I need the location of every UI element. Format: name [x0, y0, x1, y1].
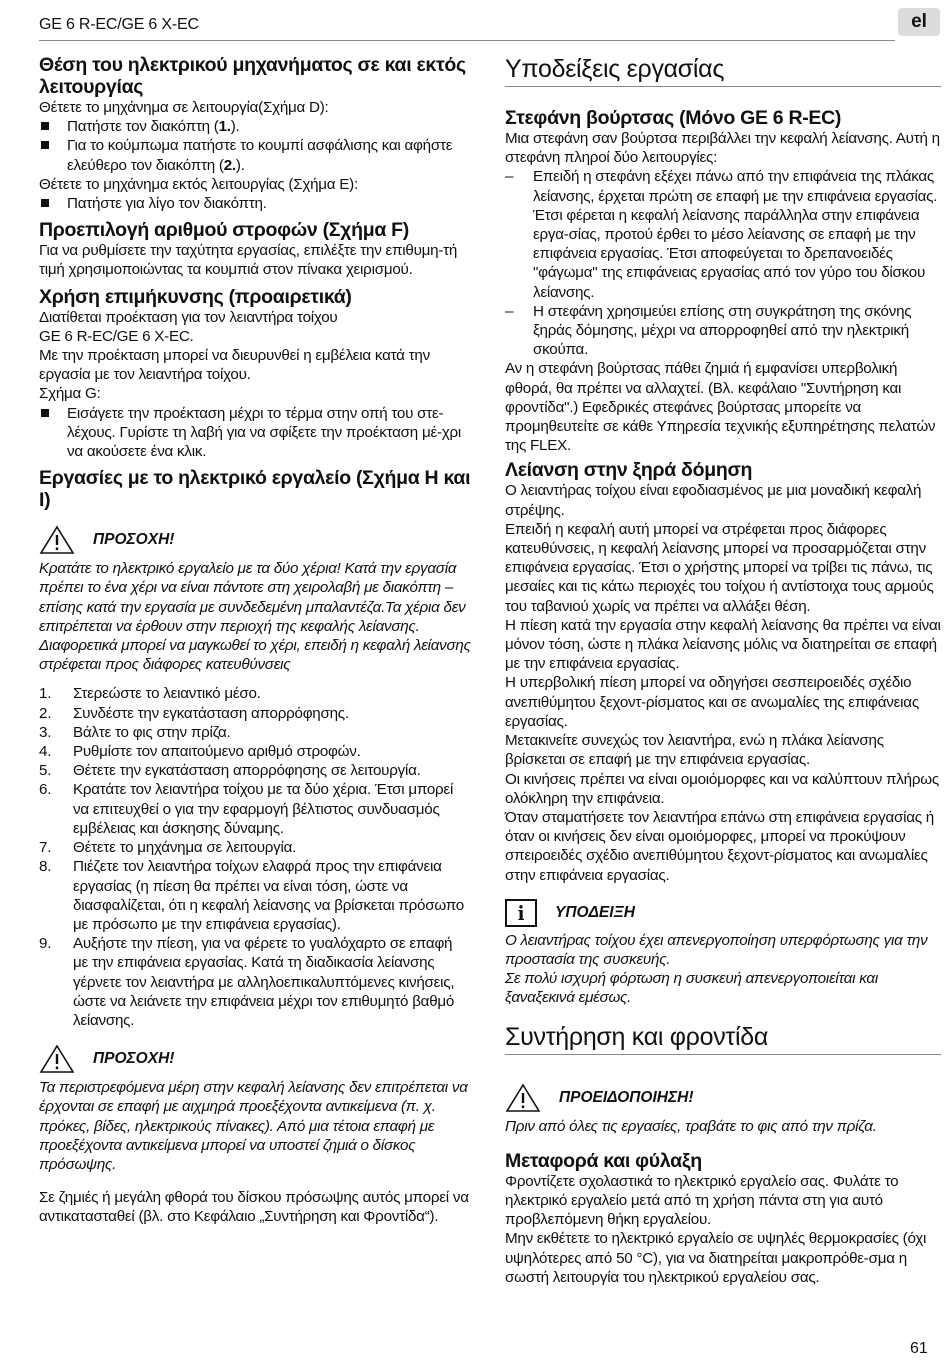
step-number: 3.: [39, 723, 52, 741]
step-number: 6.: [39, 781, 52, 799]
numbered-step: [39, 934, 471, 1030]
note-label: ΥΠΟΔΕΙΞΗ: [555, 903, 635, 921]
section-title-transport-storage: Μεταφορά και φύλαξη: [505, 1149, 702, 1172]
warning-notice: [505, 1083, 941, 1113]
caution-text: Κρατάτε το ηλεκτρικό εργαλείο με τα δύο χέρια! Κατά την εργασία πρέπει το ένα χέρι να είναι πάντοτε στη χειρολαβή με διακόπτη – επίσης κατά την εργασία με συνδεδεμένη μπαλαντέζα.Τα χέρια δεν επιτρέπεται να έρθουν στην περιοχή της κεφαλής λείανσης. Διαφορετικά μπορεί να μαγκωθεί το χέρι, επειδή η κεφαλή λείανσης στρέφεται προς διάφορες κατευθύνσεις: [39, 560, 471, 674]
paragraph: Φροντίζετε σχολαστικά το ηλεκτρικό εργαλείο σας. Φυλάτε το ηλεκτρικό εργαλείο μετά από τη χρήση πάντα στη για αυτό προβλεπόμενη θήκη εργαλείου.: [505, 1172, 899, 1229]
step-number: 4.: [39, 743, 52, 761]
step-number: 1.: [39, 685, 52, 703]
document-header-title: GE 6 R-EC/GE 6 X-EC: [39, 16, 199, 33]
section-title-working: Εργασίες με το ηλεκτρικό εργαλείο (Σχήμα H και I): [39, 467, 471, 512]
step-text: Κρατάτε τον λειαντήρα τοίχου με τα δύο χέρια. Έτσι μπορεί να επιτευχθεί ο για την εφαρμογή βέλτιστος συνδυασμός εμβέλειας και άσκησης δύναμης.: [73, 781, 454, 837]
warning-triangle-icon: [505, 1083, 541, 1113]
section-title-speed-preselection: Προεπιλογή αριθμού στροφών (Σχήμα F): [39, 219, 409, 242]
paragraph: Όταν σταματήσετε τον λειαντήρα επάνω στη επιφάνεια εργασίας ή όταν οι κινήσεις δεν είναι ομοιόμορφες, μπορεί να προκύψουν σπειροειδές σχέδιο ανεπιθύμητου ξεχοντ-ρίσματος και ανωμαλίες στην επιφάνεια εργασίας.: [505, 808, 934, 884]
paragraph: Με την προέκταση μπορεί να διευρυνθεί η εμβέλεια κατά την εργασία με τον λειαντήρα τοίχου.: [39, 347, 430, 384]
steps-list: [39, 684, 471, 1030]
paragraph: Οι κινήσεις πρέπει να είναι ομοιόμορφες και να καλύπτουν πλήρως ολόκληρη την επιφάνεια.: [505, 770, 939, 807]
paragraph: Θέτετε το μηχάνημα εκτός λειτουργίας (Σχήμα E):: [39, 175, 358, 193]
paragraph: Μια στεφάνη σαν βούρτσα περιβάλλει την κεφαλή λείανσης. Αυτή η στεφάνη πληροί δύο λειτουργίες:: [505, 130, 940, 167]
step-text: Συνδέστε την εγκατάσταση απορρόφησης.: [73, 704, 349, 722]
section-title-extension: Χρήση επιμήκυνσης (προαιρετικά): [39, 285, 352, 308]
step-text: Στερεώστε το λειαντικό μέσο.: [73, 685, 261, 703]
paragraph: Η πίεση κατά την εργασία στην κεφαλή λείανσης θα πρέπει να είναι μόνον τόση, ώστε η πλάκα λείανσης μόλις να διατηρείται σε επαφή με την επιφάνεια εργασίας.: [505, 616, 941, 673]
chapter-title-maintenance: Συντήρηση και φροντίδα: [505, 1022, 941, 1055]
numbered-step: [39, 838, 471, 857]
language-tab: el: [898, 8, 940, 36]
paragraph: Σχήμα G:: [39, 385, 101, 403]
step-number: 7.: [39, 839, 52, 857]
step-text: Ρυθμίστε τον απαιτούμενο αριθμό στροφών.: [73, 743, 361, 761]
chapter-title-work-tips: Υποδείξεις εργασίας: [505, 54, 941, 87]
paragraph: Σε ζημιές ή μεγάλη φθορά του δίσκου πρόσωψης αυτός μπορεί να αντικατασταθεί (βλ. στο Κεφάλαιο „Συντήρηση και Φροντίδα“).: [39, 1189, 469, 1226]
info-icon: i: [505, 899, 537, 927]
paragraph: Η υπερβολική πίεση μπορεί να οδηγήσει σεσπειροειδές σχέδιο ανεπιθύμητου ξεχοντ-ρίσματος και σε ανωμαλίες της επιφάνειας εργασίας.: [505, 674, 919, 730]
step-text: Βάλτε το φις στην πρίζα.: [73, 723, 231, 741]
warning-text: Πριν από όλες τις εργασίες, τραβάτε το φις από την πρίζα.: [505, 1117, 877, 1135]
paragraph: Για να ρυθμίσετε την ταχύτητα εργασίας, επιλέξτε την επιθυμη-τή τιμή χρησιμοποιώντας τα κουμπιά στον πίνακα χειρισμού.: [39, 242, 458, 279]
numbered-step: [39, 723, 471, 742]
paragraph: Αν η στεφάνη βούρτσας πάθει ζημιά ή εμφανίσει υπερβολική φθορά, θα πρέπει να αλλαχτεί. (Βλ. κεφάλαιο "Συντήρηση και φροντίδα".) Εφεδρικές στεφάνες βούρτσας μπορείτε να προμηθευτείτε σε κάθε Υπηρεσία τεχνικής εξυπηρέτησης πελατών της FLEX.: [505, 360, 936, 455]
step-number: 5.: [39, 762, 52, 780]
step-number: 8.: [39, 858, 52, 876]
left-column: [39, 54, 471, 1227]
numbered-step: [39, 704, 471, 723]
note-notice: [505, 899, 941, 927]
section-title-switch-on-off: Θέση του ηλεκτρικού μηχανήματος σε και εκτός λειτουργίας: [39, 54, 466, 98]
step-number: 2.: [39, 704, 52, 722]
note-text: Σε πολύ ισχυρή φόρτωση η συσκευή απενεργοποιείται και ξαναξεκινά εμέσως.: [505, 970, 878, 1007]
bullet-item: Για το κούμπωμα πατήστε το κουμπί ασφάλισης και αφήστε ελεύθερο τον διακόπτη (2.).: [39, 136, 471, 174]
bullet-item: Πατήστε για λίγο τον διακόπτη.: [39, 194, 471, 213]
paragraph: Θέτετε το μηχάνημα σε λειτουργία(Σχήμα D):: [39, 99, 329, 116]
step-text: Πιέζετε τον λειαντήρα τοίχων ελαφρά προς την επιφάνεια εργασίας (η πίεση θα πρέπει να είναι τόση, ώστε να διασφαλίζεται, ότι η κεφαλή λείανσης να βρίσκεται πρόσωπο με πρόσωπο με την επιφάνεια εργασίας).: [73, 858, 464, 933]
numbered-step: [39, 780, 471, 838]
section-title-brush-ring: Στεφάνη βούρτσας (Μόνο GE 6 R-EC): [505, 107, 842, 129]
bullet-item: Εισάγετε την προέκταση μέχρι το τέρμα στην οπή του στε-λέχους. Γυρίστε τη λαβή για να σφίξετε την προέκταση μέ-χρι να ακούσετε ένα κλικ.: [39, 404, 471, 462]
note-text: Ο λειαντήρας τοίχου έχει απενεργοποίηση υπερφόρτωσης για την προστασία της συσκευής.: [505, 931, 928, 968]
paragraph: GE 6 R-EC/GE 6 X-EC.: [39, 327, 194, 345]
paragraph: Επειδή η κεφαλή αυτή μπορεί να στρέφεται προς διάφορες κατευθύνσεις, η κεφαλή λείανσης μπορεί να προσαρμόζεται στην επιφάνεια εργασίας. Έτσι ο χρήστης μπορεί να τρίβει τις πάνω, τις μεσαίες και τις κάτω περιοχές του τοίχου ή αντίστοιχα τους αρμούς του ταβανιού χωρίς να πρέπει να αλλάξει θέση.: [505, 520, 934, 615]
bullet-item: Πατήστε τον διακόπτη (1.).: [39, 117, 471, 136]
paragraph: Διατίθεται προέκταση για τον λειαντήρα τοίχου: [39, 308, 338, 326]
dash-item: – Επειδή η στεφάνη εξέχει πάνω από την επιφάνεια της πλάκας λείανσης, έρχεται πρώτη σε επαφή με την επιφάνεια εργασίας. Έτσι φέρεται η κεφαλή λείανσης παράλληλα στην επιφάνεια εργα-σίας, προτού έρθει το μέσο λείανσης σε επαφή με την επιφάνεια εργασίας. Έτσι αποφεύγεται το δρεπανοειδές "φάγωμα" της επιφάνειας εργασίας από τον γύρο του δίσκου λείανσης.: [505, 167, 941, 301]
dash-item: – Η στεφάνη χρησιμεύει επίσης στη συγκράτηση της σκόνης ξηράς δόμησης, μέχρι να απορροφηθεί από την ηλεκτρική σκούπα.: [505, 302, 941, 360]
page-number: 61: [910, 1340, 928, 1357]
warning-triangle-icon: [39, 525, 75, 555]
caution-label: ΠΡΟΣΟΧΗ!: [93, 531, 175, 549]
step-text: Θέτετε το μηχάνημα σε λειτουργία.: [73, 839, 297, 857]
header-divider: [39, 40, 895, 41]
right-column: [505, 54, 941, 1287]
caution-notice: [39, 1044, 471, 1074]
paragraph: Μην εκθέτετε το ηλεκτρικό εργαλείο σε υψηλές θερμοκρασίες (όχι υψηλότερες από 50 °C), για να διατηρείται μακροπρόθε-σμα η σωστή λειτουργία του ηλεκτρικού εργαλείου σας.: [505, 1230, 927, 1286]
numbered-step: [39, 857, 471, 934]
section-title-drywall-sanding: Λείανση στην ξηρά δόμηση: [505, 459, 753, 482]
warning-label: ΠΡΟΕΙΔΟΠΟΙΗΣΗ!: [559, 1088, 694, 1106]
step-number: 9.: [39, 935, 52, 953]
step-text: Αυξήστε την πίεση, για να φέρετε το γυαλόχαρτο σε επαφή με την επιφάνεια εργασίας. Κατά τη διαδικασία λείανσης γέρνετε τον λειαντήρα με αλληλοεπικαλυπτόμενες κινήσεις, ώστε να λειάνετε την επιφάνεια μέχρι τον επιθυμητό βαθμό λείανσης.: [73, 935, 455, 1029]
paragraph: Ο λειαντήρας τοίχου είναι εφοδιασμένος με μια μοναδική κεφαλή στρέψης.: [505, 482, 922, 519]
numbered-step: [39, 684, 471, 703]
caution-notice: [39, 525, 471, 555]
numbered-step: [39, 761, 471, 780]
warning-triangle-icon: [39, 1044, 75, 1074]
caution-text: Τα περιστρεφόμενα μέρη στην κεφαλή λείανσης δεν επιτρέπεται να έρχονται σε επαφή με αιχμηρά προεξέχοντα αντικείμενα (π. χ. πρόκες, βίδες, ηλεκτρικούς πίνακες). Από μια τέτοια επαφή με προεξέχοντα αντικείμενα μπορεί να υποστεί ζημιά ο δίσκος πρόσωψης.: [39, 1079, 468, 1173]
numbered-step: [39, 742, 471, 761]
paragraph: Μετακινείτε συνεχώς τον λειαντήρα, ενώ η πλάκα λείανσης βρίσκεται σε επαφή με την επιφάνεια εργασίας.: [505, 732, 884, 769]
caution-label: ΠΡΟΣΟΧΗ!: [93, 1050, 175, 1068]
step-text: Θέτετε την εγκατάσταση απορρόφησης σε λειτουργία.: [73, 762, 421, 780]
